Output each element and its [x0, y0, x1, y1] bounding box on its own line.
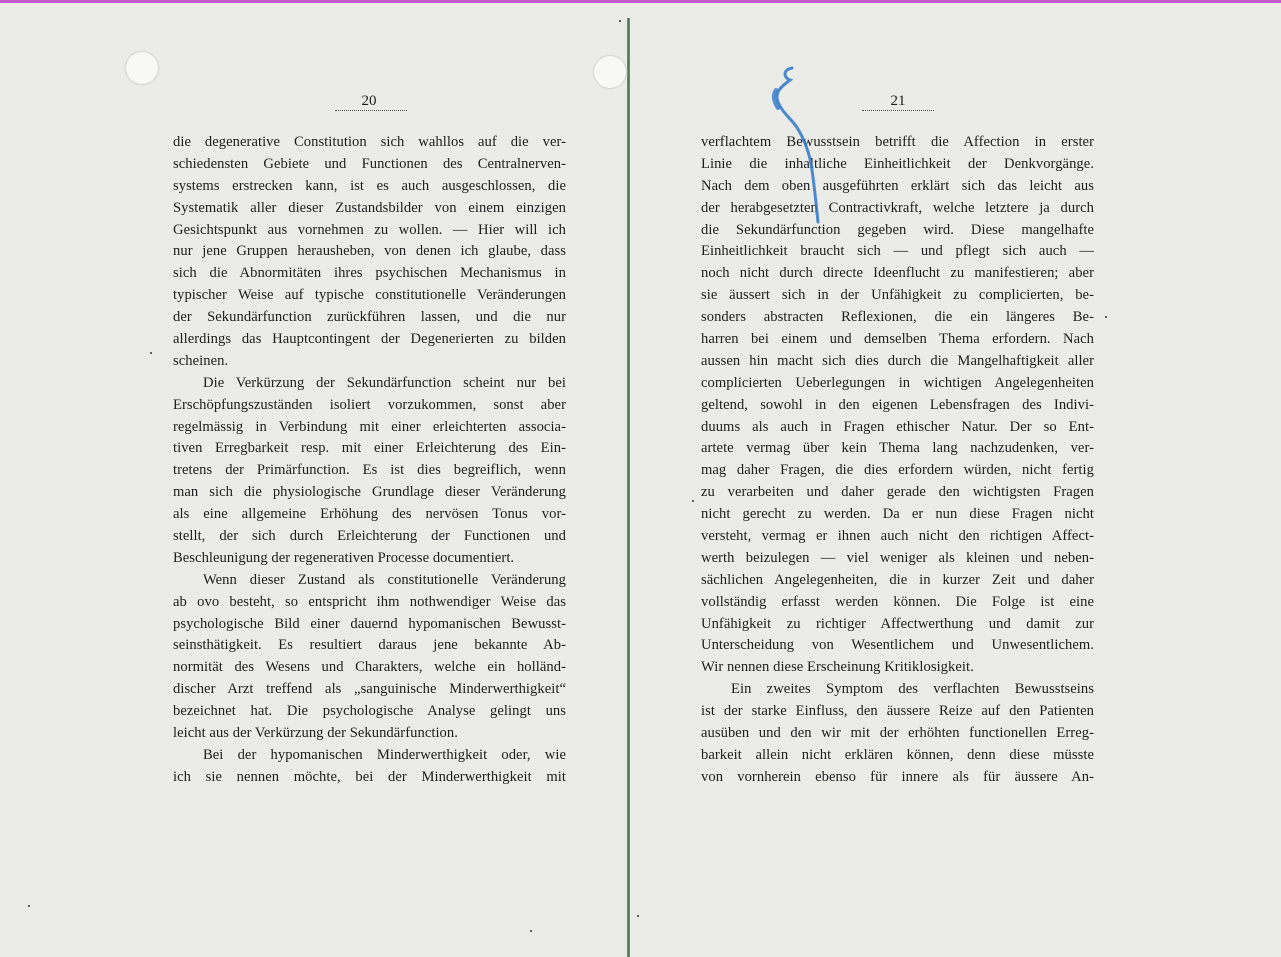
text-line: scheinen. [173, 352, 229, 369]
text-line: Wenn dieser Zustand als constitutionelle Veränderung [203, 571, 566, 588]
text-line: typischer Weise auf typische constitutionelle Veränderungen [173, 287, 566, 304]
text-line: tiven Erregbarkeit resp. mit einer Erleichterung des Ein- [173, 440, 566, 457]
text-line: ab ovo besteht, so entspricht ihm nothwendiger Weise das [173, 593, 566, 610]
text-line: Einheitlichkeit braucht sich — und pflegt sich auch — [701, 243, 1094, 260]
text-line: discher Arzt treffend als „sanguinische Minderwerthigkeit“ [173, 681, 566, 698]
dust-speck [530, 930, 532, 932]
text-line: man sich die physiologische Grundlage dieser Veränderung [173, 484, 566, 501]
text-line: zu verarbeiten und daher gerade den wichtigsten Fragen [701, 484, 1094, 501]
text-line: ausüben und den wir mit der erhöhten functionellen Erreg- [701, 725, 1094, 742]
right-page-text [701, 132, 1094, 789]
text-line: der Sekundärfunction zurückführen lassen, und die nur [173, 309, 566, 326]
text-line: mag daher Fragen, die dies erfordern würden, nicht fertig [701, 462, 1094, 479]
text-line: duums als auch in Fragen ethischer Natur. Der so Ent- [701, 418, 1094, 435]
text-line: geltend, sowohl in den eigenen Lebensfragen des Indivi- [701, 396, 1094, 413]
dust-speck [1105, 316, 1107, 318]
page-number-rule-left [335, 110, 407, 111]
text-line: Unfähigkeit zu richtiger Affectwerthung und damit zur [701, 615, 1094, 632]
blue-pen-mark-icon [760, 62, 820, 227]
text-line: Systematik aller dieser Zustandsbilder von einem einzigen [173, 199, 566, 216]
page-number-right: 21 [890, 93, 906, 109]
text-line: die degenerative Constitution sich wahllos auf die ver- [173, 134, 566, 150]
text-line: normität des Wesens und Charakters, welche ein holländ- [173, 659, 566, 676]
page-number-rule-right [862, 110, 934, 111]
dust-speck [619, 20, 621, 22]
text-line: nicht gerecht zu werden. Da er nun diese Fragen nicht [701, 506, 1094, 523]
text-line: Erschöpfungszuständen isoliert vorzukommen, sonst aber [173, 396, 566, 413]
text-line: der herabgesetzten Contractivkraft, welche letztere ja durch [701, 199, 1094, 216]
text-line: psychologische Bild einer dauernd hypomanischen Bewusst- [173, 615, 566, 632]
book-spine [627, 18, 630, 957]
text-line: werth beizulegen — viel weniger als kleinen und neben- [701, 549, 1094, 566]
text-line: harren bei einem und demselben Thema erfordern. Nach [701, 331, 1094, 348]
text-line: Wir nennen diese Erscheinung Kritiklosigkeit. [701, 659, 974, 676]
punch-hole-right [593, 55, 627, 89]
text-line: barkeit allein nicht erklären können, denn diese müsste [701, 746, 1094, 763]
text-line: nur jene Gruppen herausheben, von denen ich glaube, dass [173, 243, 566, 260]
text-line: regelmässig in Verbindung mit einer erleichterten associa- [173, 418, 566, 435]
text-line: die Sekundärfunction gegeben wird. Diese mangelhafte [701, 221, 1094, 238]
scan-top-edge [0, 0, 1281, 3]
text-line: schiedensten Gebiete und Functionen des Centralnerven- [173, 155, 566, 172]
left-page-text [173, 132, 566, 789]
text-line: Bei der hypomanischen Minderwerthigkeit oder, wie [203, 746, 566, 763]
text-line: allerdings das Hauptcontingent der Degenerierten zu bilden [173, 331, 566, 348]
text-line: stellt, der sich durch Erleichterung der Functionen und [173, 528, 566, 545]
text-line: sächlichen Angelegenheiten, die in kurzer Zeit und daher [701, 571, 1094, 588]
text-line: aussen hin macht sich dies durch die Mangelhaftigkeit aller [701, 352, 1094, 369]
text-line: Linie die inhaltliche Einheitlichkeit der Denkvorgänge. [701, 155, 1094, 172]
text-line: Ein zweites Symptom des verflachten Bewusstseins [731, 681, 1094, 698]
text-line: versteht, vermag er ihnen auch nicht den richtigen Affect- [701, 528, 1094, 545]
dust-speck [637, 915, 639, 917]
text-line: complicierten Ueberlegungen in wichtigen Angelegenheiten [701, 374, 1094, 391]
text-line: ist der starke Einfluss, den äussere Reize auf den Patienten [701, 703, 1094, 720]
dust-speck [150, 352, 152, 354]
text-line: Unterscheidung von Wesentlichem und Unwesentlichem. [701, 637, 1094, 654]
text-line: von vornherein ebenso für innere als für äussere An- [701, 768, 1094, 785]
text-line: sich die Abnormitäten ihres psychischen Mechanismus in [173, 265, 566, 282]
text-line: sonders abstracten Reflexionen, die ein längeres Be- [701, 309, 1094, 326]
text-line: verflachtem Bewusstsein betrifft die Affection in erster [701, 134, 1094, 150]
text-line: seinsthätigkeit. Es resultiert daraus jene bekannte Ab- [173, 637, 566, 654]
page-number-left: 20 [361, 93, 377, 109]
text-line: bezeichnet hat. Die psychologische Analyse gelingt uns [173, 703, 566, 720]
text-line: Nach dem oben ausgeführten erklärt sich das leicht aus [701, 177, 1094, 194]
dust-speck [692, 500, 694, 502]
dust-speck [28, 905, 30, 907]
text-line: als eine allgemeine Erhöhung des nervösen Tonus vor- [173, 506, 566, 523]
text-line: Gesichtspunkt aus vornehmen zu wollen. — Hier will ich [173, 221, 566, 238]
text-line: noch nicht durch directe Ideenflucht zu manifestieren; aber [701, 265, 1094, 282]
text-line: vollständig erfasst werden können. Die Folge ist eine [701, 593, 1094, 610]
text-line: ich sie nennen möchte, bei der Minderwerthigkeit mit [173, 768, 566, 785]
text-line: sie äussert sich in der Unfähigkeit zu complicierten, be- [701, 287, 1094, 304]
text-line: tretens der Primärfunction. Es ist dies begreiflich, wenn [173, 462, 566, 479]
text-line: Beschleunigung der regenerativen Processe documentiert. [173, 549, 515, 566]
text-line: Die Verkürzung der Sekundärfunction scheint nur bei [203, 374, 566, 391]
text-line: artete vermag über kein Thema lang nachzudenken, ver- [701, 440, 1094, 457]
text-line: systems erstrecken kann, ist es auch ausgeschlossen, die [173, 177, 566, 194]
punch-hole-left [125, 51, 159, 85]
text-line: leicht aus der Verkürzung der Sekundärfunction. [173, 725, 458, 742]
